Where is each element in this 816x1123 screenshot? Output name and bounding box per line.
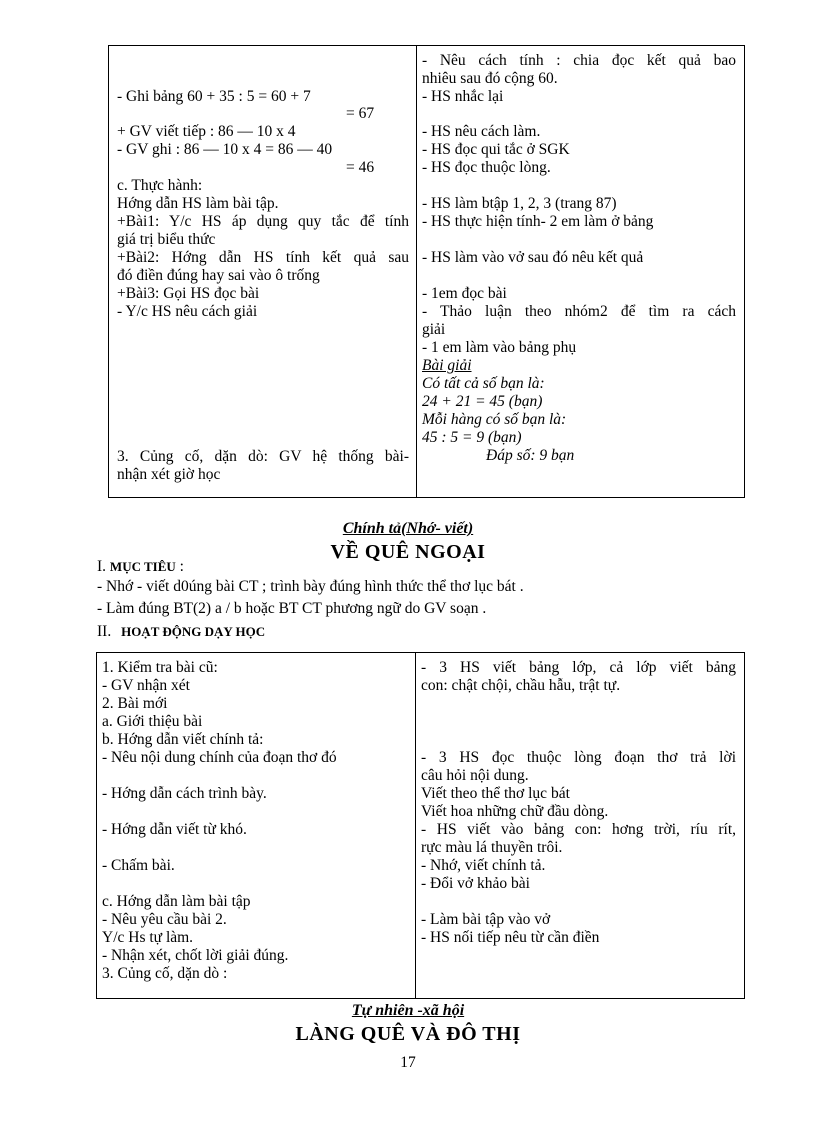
text-line: - Hớng dẫn viết từ khó.: [102, 821, 247, 838]
activity-table-1: [108, 45, 745, 498]
text-line: - Nhớ, viết chính tả.: [421, 857, 546, 874]
text-line: - Nêu nội dung chính của đoạn thơ đó: [102, 749, 337, 766]
text-line: 3. Củng cố, dặn dò: GV hệ thống bài-: [117, 448, 409, 465]
text-line: - Nhận xét, chốt lời giải đúng.: [102, 947, 289, 964]
text-line: giải: [422, 321, 446, 338]
text-line: = 67: [346, 105, 375, 122]
teacher-activities-column: [109, 46, 416, 497]
text-line: - HS đọc thuộc lòng.: [422, 159, 551, 176]
text-line: - 3 HS đọc thuộc lòng đoạn thơ trả lời: [421, 749, 736, 766]
student-activities-column: [416, 46, 744, 497]
text-line: +Bài3: Gọi HS đọc bài: [117, 285, 260, 302]
text-line: Viết theo thể thơ lục bát: [421, 785, 570, 802]
text-line: - HS làm vào vở sau đó nêu kết quả: [422, 249, 644, 266]
text-line: 3. Củng cố, dặn dò :: [102, 965, 228, 982]
section-activities-heading: [97, 623, 265, 641]
text-line: - Làm bài tập vào vở: [421, 911, 551, 928]
next-lesson-subject: Tự nhiên -xã hội: [351, 1002, 465, 1019]
text-line: giá trị biểu thức: [117, 231, 216, 248]
text-line: 2. Bài mới: [102, 695, 168, 712]
text-line: - 1em đọc bài: [422, 285, 507, 302]
lesson-title: VỀ QUÊ NGOẠI: [330, 541, 486, 563]
text-line: nhiêu sau đó cộng 60.: [422, 70, 558, 87]
section-label: HOẠT ĐỘNG DẠY HỌC: [121, 624, 266, 639]
text-line: - Nêu cách tính : chia đọc kết quả bao: [422, 52, 736, 69]
solution-answer: Đáp số: 9 bạn: [486, 447, 575, 464]
objective-line: - Nhớ - viết d0úng bài CT ; trình bày đúng hình thức thể thơ lục bát .: [97, 578, 524, 595]
text-line: - Đổi vở khảo bài: [421, 875, 530, 892]
text-line: rực màu lá thuyền trôi.: [421, 839, 563, 856]
text-line: a. Giới thiệu bài: [102, 713, 203, 730]
text-line: - GV ghi : 86 — 10 x 4 = 86 — 40: [117, 141, 333, 158]
text-line: - HS nối tiếp nêu từ cần điền: [421, 929, 600, 946]
student-activities-column: [415, 653, 744, 998]
text-line: nhận xét giờ học: [117, 466, 221, 483]
text-line: b. Hớng dẫn viết chính tả:: [102, 731, 264, 748]
text-line: - Thảo luận theo nhóm2 để tìm ra cách: [422, 303, 736, 320]
text-line: - HS viết vào bảng con: hơng trời, ríu rít,: [421, 821, 736, 838]
next-lesson-title: LÀNG QUÊ VÀ ĐÔ THỊ: [295, 1023, 521, 1045]
text-line: - Y/c HS nêu cách giải: [117, 303, 258, 320]
text-line: - HS làm btập 1, 2, 3 (trang 87): [422, 195, 617, 212]
section-number: II.: [97, 623, 112, 640]
teacher-activities-column: [97, 653, 415, 998]
solution-line: 24 + 21 = 45 (bạn): [422, 393, 543, 410]
solution-heading: Bài giải: [422, 357, 472, 374]
text-line: - HS nhắc lại: [422, 88, 504, 105]
solution-line: Có tất cả số bạn là:: [422, 375, 545, 392]
text-line: - HS nêu cách làm.: [422, 123, 541, 140]
text-line: Hớng dẫn HS làm bài tập.: [117, 195, 279, 212]
text-line: +Bài1: Y/c HS áp dụng quy tắc để tính: [117, 213, 409, 230]
text-line: + GV viết tiếp : 86 — 10 x 4: [117, 123, 296, 140]
section-number: I.: [97, 558, 107, 575]
text-line: - GV nhận xét: [102, 677, 190, 694]
text-line: câu hỏi nội dung.: [421, 767, 529, 784]
text-line: - Chấm bài.: [102, 857, 175, 874]
text-line: - 3 HS viết bảng lớp, cả lớp viết bảng: [421, 659, 736, 676]
text-line: - 1 em làm vào bảng phụ: [422, 339, 577, 356]
text-line: Viết hoa những chữ đầu dòng.: [421, 803, 609, 820]
text-line: - HS đọc qui tắc ở SGK: [422, 141, 570, 158]
text-line: +Bài2: Hớng dẫn HS tính kết quả sau: [117, 249, 409, 266]
section-objectives-heading: [97, 558, 184, 576]
text-line: - HS thực hiện tính- 2 em làm ở bảng: [422, 213, 654, 230]
text-line: con: chật chội, chầu hẫu, trật tự.: [421, 677, 621, 694]
text-line: 1. Kiểm tra bài cũ:: [102, 659, 218, 676]
section-colon: :: [175, 558, 184, 575]
objective-line: - Làm đúng BT(2) a / b hoặc BT CT phương ngữ do GV soạn .: [97, 600, 487, 617]
text-line: - Hớng dẫn cách trình bày.: [102, 785, 267, 802]
text-line: đó điền đúng hay sai vào ô trống: [117, 267, 320, 284]
text-line: = 46: [346, 159, 375, 176]
lesson-subject: Chính tả(Nhớ- viết): [342, 520, 474, 537]
text-line: - Nêu yêu cầu bài 2.: [102, 911, 227, 928]
activity-table-2: [96, 652, 745, 999]
text-line: Y/c Hs tự làm.: [102, 929, 194, 946]
section-label: MỤC TIÊU: [109, 559, 176, 574]
solution-line: 45 : 5 = 9 (bạn): [422, 429, 522, 446]
solution-line: Mỗi hàng có số bạn là:: [422, 411, 567, 428]
text-line: - Ghi bảng 60 + 35 : 5 = 60 + 7: [117, 88, 311, 105]
text-line: c. Hớng dẫn làm bài tập: [102, 893, 251, 910]
page-number: 17: [400, 1054, 416, 1071]
text-line: c. Thực hành:: [117, 177, 203, 194]
